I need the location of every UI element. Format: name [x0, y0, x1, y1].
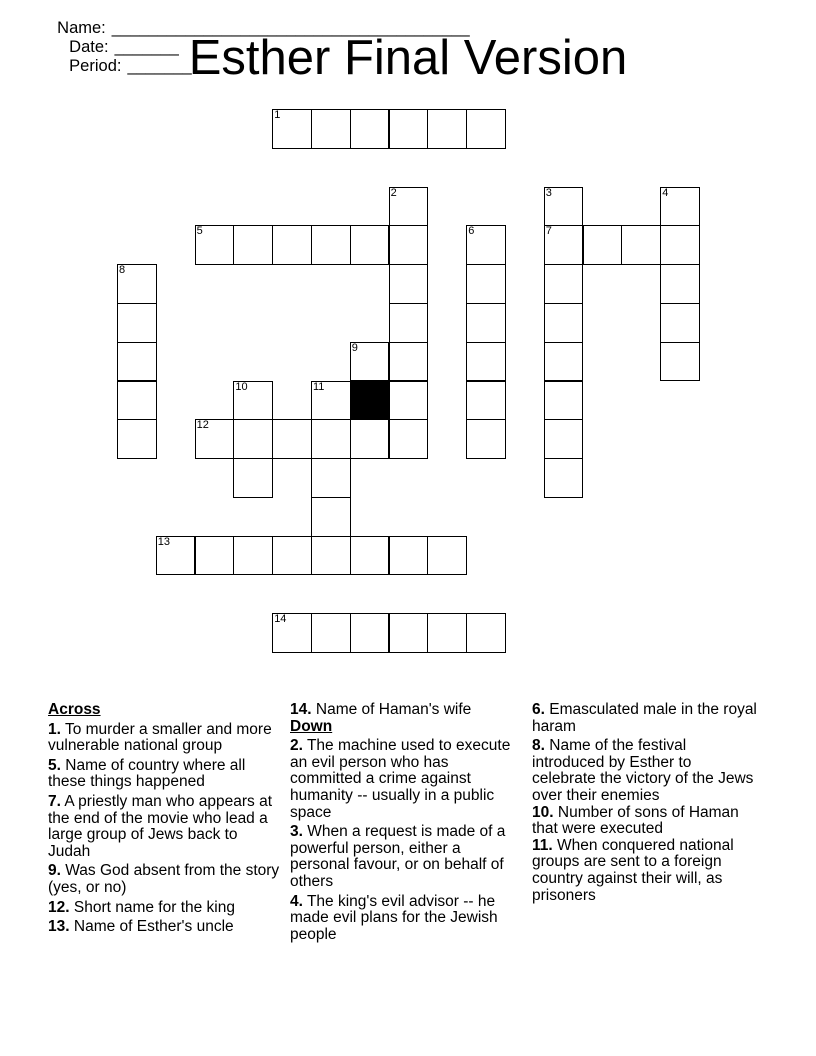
grid-cell[interactable] — [544, 381, 584, 421]
grid-cell[interactable] — [466, 342, 506, 382]
grid-cell[interactable] — [466, 381, 506, 421]
grid-cell[interactable] — [350, 225, 390, 265]
clue-number: 8 — [119, 264, 126, 277]
grid-cell[interactable] — [621, 225, 661, 265]
grid-cell[interactable] — [311, 419, 351, 459]
grid-cell[interactable] — [350, 419, 390, 459]
clue-number: 3 — [545, 186, 552, 199]
down-clue-11: 11. When conquered national groups are sent to a foreign country against their will, as prisoners — [532, 836, 734, 904]
grid-cell[interactable] — [427, 109, 467, 149]
period-blank[interactable]: _______ — [127, 57, 192, 75]
across-clue-13: 13. Name of Esther's uncle — [48, 918, 234, 936]
grid-cell[interactable] — [544, 458, 584, 498]
name-blank[interactable]: _______________________________________ — [111, 19, 470, 37]
grid-cell[interactable] — [660, 264, 700, 304]
grid-cell[interactable] — [544, 419, 584, 459]
grid-cell[interactable] — [544, 225, 584, 265]
down-clue-6: 6. Emasculated male in the royal haram — [532, 701, 757, 735]
grid-cell[interactable] — [389, 381, 429, 421]
grid-cell[interactable] — [389, 187, 429, 227]
grid-cell[interactable] — [389, 264, 429, 304]
down-heading: Down — [290, 717, 333, 735]
down-clue-8: 8. Name of the festival introduced by Esther to celebrate the victory of the Jews over their enemies — [532, 737, 754, 804]
grid-cell[interactable] — [311, 458, 351, 498]
grid-cell[interactable] — [466, 419, 506, 459]
clue-number: 5 — [196, 225, 203, 238]
clue-number: 6 — [468, 225, 475, 238]
black-cell — [350, 381, 390, 421]
puzzle-title: Esther Final Version — [188, 31, 628, 85]
date-blank[interactable]: _______ — [114, 38, 179, 56]
date-label: Date: — [69, 38, 109, 56]
grid-cell[interactable] — [233, 458, 273, 498]
grid-cell[interactable] — [311, 536, 351, 576]
across-clue-7: 7. A priestly man who appears at the end of the movie who lead a large group of Jews back to Judah — [48, 792, 273, 860]
grid-cell[interactable] — [117, 419, 157, 459]
grid-cell[interactable] — [350, 613, 390, 653]
clue-number: 11 — [313, 380, 325, 393]
across-clue-5: 5. Name of country where all these things happened — [48, 756, 246, 791]
grid-cell[interactable] — [583, 225, 623, 265]
clue-number: 7 — [545, 225, 552, 238]
clue-number: 4 — [662, 186, 669, 199]
grid-cell[interactable] — [272, 613, 312, 653]
clues-column-3 — [532, 702, 757, 907]
grid-cell[interactable] — [233, 536, 273, 576]
grid-cell[interactable] — [195, 419, 235, 459]
grid-cell[interactable] — [427, 536, 467, 576]
grid-cell[interactable] — [389, 225, 429, 265]
grid-cell[interactable] — [350, 109, 390, 149]
grid-cell[interactable] — [544, 187, 584, 227]
down-clue-3: 3. When a request is made of a powerful person, either a personal favour, or on behalf of others — [290, 823, 506, 890]
grid-cell[interactable] — [311, 613, 351, 653]
grid-cell[interactable] — [117, 381, 157, 421]
down-clue-10: 10. Number of sons of Haman that were executed — [532, 803, 739, 838]
grid-cell[interactable] — [233, 419, 273, 459]
clues-column-1 — [48, 702, 282, 939]
grid-cell[interactable] — [311, 497, 351, 537]
grid-cell[interactable] — [156, 536, 196, 576]
grid-cell[interactable] — [389, 303, 429, 343]
across-clue-9: 9. Was God absent from the story (yes, or no) — [48, 862, 280, 896]
grid-cell[interactable] — [117, 303, 157, 343]
grid-cell[interactable] — [272, 536, 312, 576]
grid-cell[interactable] — [233, 381, 273, 421]
grid-cell[interactable] — [466, 303, 506, 343]
grid-cell[interactable] — [466, 613, 506, 653]
clue-number: 12 — [196, 419, 209, 432]
grid-cell[interactable] — [389, 419, 429, 459]
grid-cell[interactable] — [195, 225, 235, 265]
grid-cell[interactable] — [544, 303, 584, 343]
grid-cell[interactable] — [389, 613, 429, 653]
down-clue-2: 2. The machine used to execute an evil person who has committed a crime against humanity -- usually in a public space — [290, 737, 511, 821]
grid-cell[interactable] — [117, 264, 157, 304]
grid-cell[interactable] — [272, 419, 312, 459]
clue-number: 9 — [351, 341, 358, 354]
down-clue-4: 4. The king's evil advisor -- he made evil plans for the Jewish people — [290, 892, 498, 943]
grid-cell[interactable] — [311, 109, 351, 149]
grid-cell[interactable] — [350, 342, 390, 382]
clue-number: 14 — [274, 613, 287, 626]
grid-cell[interactable] — [427, 613, 467, 653]
grid-cell[interactable] — [311, 381, 351, 421]
grid-cell[interactable] — [233, 225, 273, 265]
across-clue-1: 1. To murder a smaller and more vulnerable national group — [48, 720, 272, 755]
grid-cell[interactable] — [195, 536, 235, 576]
grid-cell[interactable] — [466, 264, 506, 304]
grid-cell[interactable] — [466, 225, 506, 265]
across-clue-14: 14. Name of Haman's wife — [290, 701, 472, 718]
grid-cell[interactable] — [660, 303, 700, 343]
grid-cell[interactable] — [311, 225, 351, 265]
clues-column-2 — [290, 702, 524, 946]
grid-cell[interactable] — [272, 109, 312, 149]
grid-cell[interactable] — [389, 536, 429, 576]
grid-cell[interactable] — [660, 187, 700, 227]
grid-cell[interactable] — [389, 109, 429, 149]
clue-number: 10 — [235, 380, 248, 393]
grid-cell[interactable] — [544, 342, 584, 382]
grid-cell[interactable] — [544, 264, 584, 304]
grid-cell[interactable] — [117, 342, 157, 382]
grid-cell[interactable] — [660, 342, 700, 382]
name-label: Name: — [57, 19, 106, 37]
grid-cell[interactable] — [350, 536, 390, 576]
clue-number: 13 — [157, 535, 171, 548]
clue-number: 1 — [274, 109, 281, 121]
grid-cell[interactable] — [272, 225, 312, 265]
grid-cell[interactable] — [660, 225, 700, 265]
grid-cell[interactable] — [466, 109, 506, 149]
period-label: Period: — [69, 57, 122, 75]
across-clue-12: 12. Short name for the king — [48, 898, 235, 916]
across-heading: Across — [48, 701, 101, 718]
grid-cell[interactable] — [389, 342, 429, 382]
clue-number: 2 — [390, 186, 397, 199]
